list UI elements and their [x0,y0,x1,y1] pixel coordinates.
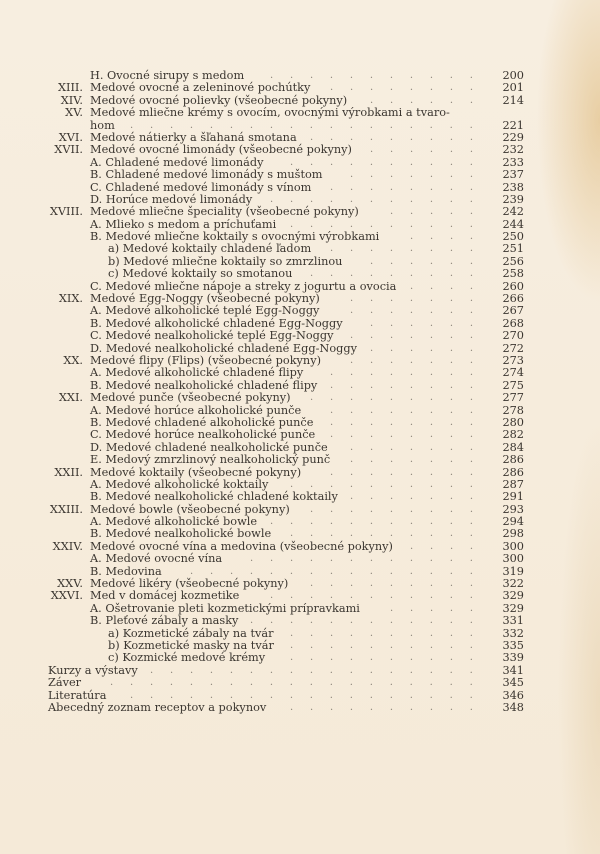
toc-entry [0,702,600,714]
page-number: 250 [502,230,524,244]
dot-leader: .... [410,280,490,292]
dot-leader: ......... [310,503,490,515]
page-number: 214 [502,93,524,107]
dot-leader: ........ [330,181,490,193]
toc-entry [0,206,600,218]
entry-title: A. Ošetrovanie pleti kozmetickými prípravkami [90,601,360,615]
entry-title: Medové ovocné limonády (všeobecné pokyny) [90,143,352,157]
chapter-number: XXIV. [52,539,83,553]
entry-title: A. Medové alkoholické chladené flipy [90,366,304,380]
dot-leader: .......... [290,528,490,540]
chapter-number: XIX. [58,292,83,306]
toc-entry [0,107,600,119]
page-number: 237 [502,168,524,182]
toc-entry [0,330,600,342]
dot-leader: .................. [130,689,490,701]
entry-title: a) Medové koktaily chladené ľadom [108,242,312,256]
entry-title: Medové mliečne krémy s ovocím, ovocnými výrobkami a tvaro- [90,106,450,120]
page-number: 329 [502,601,524,615]
entry-title: E. Medový zmrzlinový nealkoholický punč [90,453,331,467]
entry-title: A. Medové alkoholické koktaily [90,477,269,491]
page-number: 282 [502,428,524,442]
page-number: 346 [502,688,524,702]
dot-leader: .................. [130,119,490,131]
chapter-number: XXII. [54,465,83,479]
toc-entry [0,367,600,379]
toc-entry [0,677,600,689]
page-number: 200 [502,69,524,82]
table-of-contents [0,70,600,714]
dot-leader: ....... [350,330,490,342]
page-number: 239 [502,192,524,206]
toc-entry [0,590,600,602]
chapter-number: XXI. [58,391,83,405]
dot-leader: ......... [310,578,490,590]
chapter-number: XXVI. [50,589,83,603]
page-number: 256 [502,254,524,268]
page-number: 233 [502,155,524,169]
entry-title: Medové punče (všeobecné pokyny) [90,391,291,405]
dot-leader: ........ [330,367,490,379]
page-number: 345 [502,676,524,690]
page-number: 277 [502,391,524,405]
toc-entry [0,392,600,404]
page-number: 272 [502,341,524,355]
dot-leader: ........ [330,404,490,416]
entry-title: Medové flipy (Flips) (všeobecné pokyny) [90,353,321,367]
dot-leader: ........ [330,429,490,441]
page-number: 319 [502,564,524,578]
toc-entry [0,652,600,664]
entry-title: C. Medové nealkoholické teplé Egg-Noggy [90,329,334,343]
entry-title: Medové mliečne špeciality (všeobecné pokyny) [90,205,359,219]
chapter-number: XIV. [60,93,83,107]
dot-leader: ............ [250,615,490,627]
entry-title: A. Chladené medové limonády [90,155,264,169]
toc-entry [0,243,600,255]
dot-leader: ....... [350,169,490,181]
page-number: 341 [502,663,524,677]
entry-title: hom [90,118,115,132]
page-number: 273 [502,353,524,367]
page-number: 280 [502,415,524,429]
entry-title: B. Medové nealkoholické chladené flipy [90,378,318,392]
entry-title: Medové ovocné a zeleninové pochútky [90,81,311,95]
page-number: 268 [502,316,524,330]
entry-title: B. Pleťové zábaly a masky [90,614,239,628]
dot-leader: ............ [250,553,490,565]
page-number: 329 [502,589,524,603]
page-number: 331 [502,614,524,628]
chapter-number: XVIII. [49,205,83,219]
dot-leader: ....... [350,293,490,305]
dot-leader: .......... [290,156,490,168]
entry-title: Medové bowle (všeobecné pokyny) [90,502,290,516]
dot-leader: ....... [350,454,490,466]
page-number: 300 [502,539,524,553]
toc-entry [0,169,600,181]
toc-entry [0,553,600,565]
page-number: 300 [502,552,524,566]
entry-title: Medové koktaily (všeobecné pokyny) [90,465,302,479]
page-number: 201 [502,81,524,95]
page-number: 229 [502,130,524,144]
page-number: 348 [502,700,524,714]
page-number: 293 [502,502,524,516]
entry-title: A. Medové ovocné vína [90,552,223,566]
dot-leader: ......... [310,131,490,143]
dot-leader: .......... [290,652,490,664]
entry-title: B. Medové alkoholické chladené Egg-Noggy [90,316,343,330]
dot-leader: ...... [370,255,490,267]
dot-leader: .......... [290,701,490,713]
dot-leader: ...... [370,144,490,156]
dot-leader: ...... [370,94,490,106]
toc-entry [0,615,600,627]
entry-title: Abecedný zoznam receptov a pokynov [48,700,267,714]
page-number: 258 [502,267,524,281]
page-number: 266 [502,292,524,306]
entry-title: B. Medové nealkoholické bowle [90,527,272,541]
entry-title: D. Medové chladené nealkoholické punče [90,440,328,454]
dot-leader: ......... [310,392,490,404]
dot-leader: .......... [290,627,490,639]
dot-leader: ........... [270,193,490,205]
entry-title: a) Kozmetické zábaly na tvár [108,626,274,640]
entry-title: Medové likéry (všeobecné pokyny) [90,577,289,591]
dot-leader: ....... [350,305,490,317]
entry-title: B. Medové nealkoholické chladené koktaily [90,490,338,504]
dot-leader: ........ [330,379,490,391]
entry-title: Literatúra [48,688,107,702]
dot-leader: ............... [190,565,490,577]
toc-entry [0,454,600,466]
page-number: 221 [502,118,524,132]
page-number: 339 [502,651,524,665]
page-number: 260 [502,279,524,293]
dot-leader: .... [410,540,490,552]
entry-title: A. Medové horúce alkoholické punče [90,403,302,417]
dot-leader: ......... [310,268,490,280]
page-number: 294 [502,515,524,529]
chapter-number: XVI. [58,130,83,144]
page-number: 275 [502,378,524,392]
dot-leader: ........ [330,466,490,478]
dot-leader: ....... [350,491,490,503]
entry-title: A. Mlieko s medom a príchuťami [90,217,277,231]
entry-title: Medové Egg-Noggy (všeobecné pokyny) [90,292,320,306]
entry-title: b) Kozmetické masky na tvár [108,638,274,652]
entry-title: C. Chladené medové limonády s vínom [90,180,312,194]
page-number: 232 [502,143,524,157]
page-number: 332 [502,626,524,640]
chapter-number: XXV. [57,577,83,591]
entry-title: Medové ovocné vína a medovina (všeobecné pokyny) [90,539,393,553]
entry-title: B. Medové mliečne koktaily s ovocnými výrobkami [90,230,380,244]
entry-title: Medové ovocné polievky (všeobecné pokyny) [90,93,348,107]
page-number: 335 [502,638,524,652]
page-number: 286 [502,453,524,467]
toc-entry [0,82,600,94]
entry-title: Záver [48,676,82,690]
chapter-number: XIII. [57,81,83,95]
dot-leader: ........ [330,416,490,428]
dot-leader: .......... [290,639,490,651]
entry-title: A. Medové alkoholické bowle [90,515,258,529]
entry-title: D. Horúce medové limonády [90,192,253,206]
page-number: 270 [502,329,524,343]
dot-leader: .... [410,231,490,243]
toc-entry [0,305,600,317]
dot-leader: ................. [150,664,490,676]
entry-title: B. Chladené medové limonády s muštom [90,168,323,182]
entry-title: Kurzy a výstavy [48,663,138,677]
page-number: 274 [502,366,524,380]
dot-leader: ........... [270,590,490,602]
page-number: 238 [502,180,524,194]
dot-leader: ....... [350,354,490,366]
page-number: 322 [502,577,524,591]
dot-leader: ........... [270,516,490,528]
entry-title: B. Medovina [90,564,162,578]
chapter-number: XX. [63,353,83,367]
dot-leader: ........ [330,82,490,94]
page-number: 244 [502,217,524,231]
page-number: 284 [502,440,524,454]
toc-entry [0,429,600,441]
page-number: 242 [502,205,524,219]
entry-title: Med v domácej kozmetike [90,589,240,603]
entry-title: B. Medové chladené alkoholické punče [90,415,314,429]
dot-leader: .......... [290,218,490,230]
page-number: 278 [502,403,524,417]
entry-title: b) Medové mliečne koktaily so zmrzlinou [108,254,343,268]
chapter-number: XVII. [54,143,83,157]
entry-title: A. Medové alkoholické teplé Egg-Noggy [90,304,320,318]
dot-leader: ........... [270,70,490,81]
chapter-number: XXIII. [49,502,83,516]
toc-entry [0,144,600,156]
entry-title: D. Medové nealkoholické chladené Egg-Noggy [90,341,357,355]
entry-title: c) Kozmické medové krémy [108,651,266,665]
entry-title: c) Medové koktaily so smotanou [108,267,293,281]
toc-entry [0,268,600,280]
dot-leader: ..... [390,602,490,614]
dot-leader: ...... [370,342,490,354]
page-number: 298 [502,527,524,541]
dot-leader: ....... [350,441,490,453]
page-number: 287 [502,477,524,491]
dot-leader: ...... [370,317,490,329]
entry-title: Medové nátierky a šľahaná smotana [90,130,297,144]
dot-leader: ........ [330,243,490,255]
dot-leader: ................... [110,677,490,689]
chapter-number: XV. [65,106,83,120]
entry-title: H. Ovocné sirupy s medom [90,69,245,82]
entry-title: C. Medové horúce nealkoholické punče [90,428,316,442]
toc-entry [0,491,600,503]
page-number: 286 [502,465,524,479]
dot-leader: .......... [290,478,490,490]
page-number: 267 [502,304,524,318]
dot-leader: ..... [390,206,490,218]
entry-title: C. Medové mliečne nápoje a streky z jogurtu a ovocia [90,279,397,293]
page-number: 251 [502,242,524,256]
page-number: 291 [502,490,524,504]
toc-entry [0,528,600,540]
